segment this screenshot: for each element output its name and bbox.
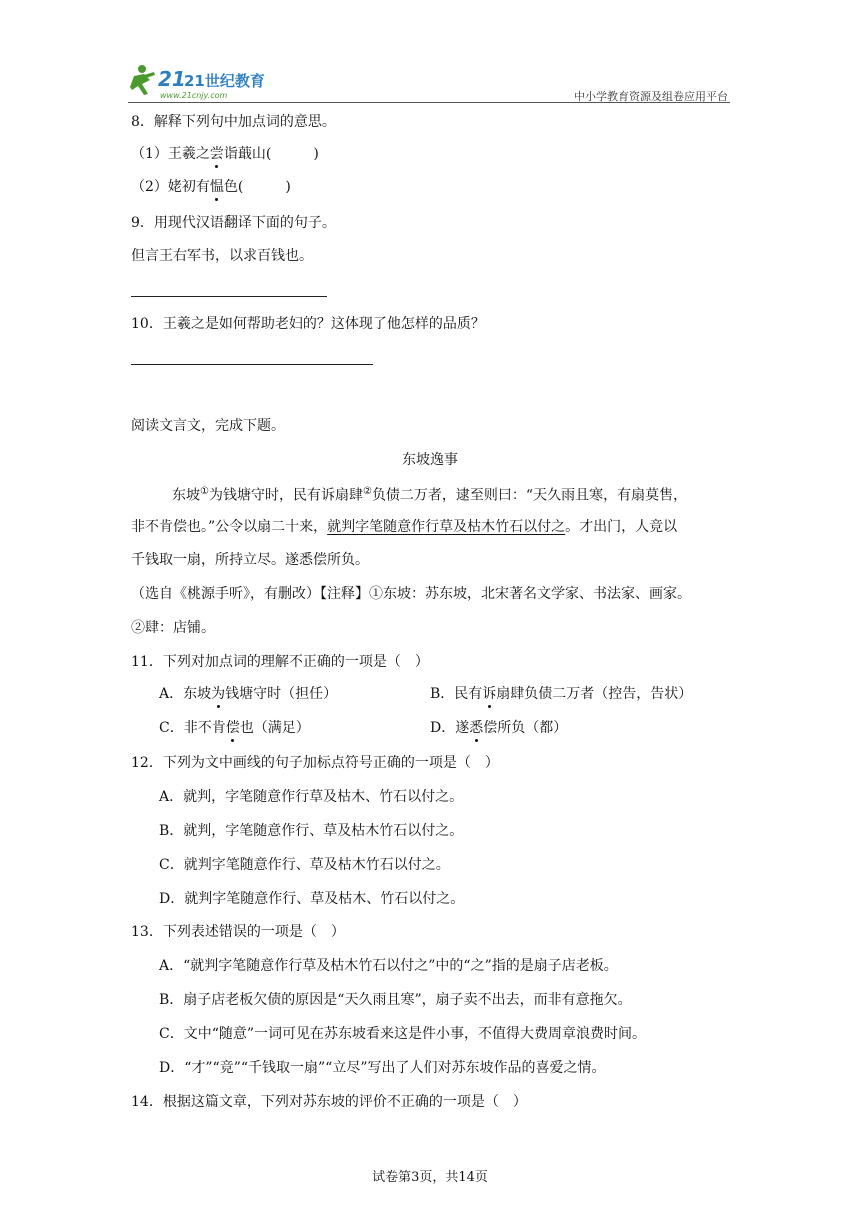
passage-text: 东坡 bbox=[172, 487, 200, 504]
q9-stem: 9．用现代汉语翻译下面的句子。 bbox=[131, 215, 336, 231]
passage-text: 为钱塘守时，民有诉扇肆 bbox=[208, 487, 363, 504]
q11-option-b[interactable] bbox=[430, 684, 692, 704]
page-header bbox=[128, 62, 730, 104]
option-text: A．东坡 bbox=[159, 686, 212, 702]
q11-stem: 11．下列对加点词的理解不正确的一项是（ ） bbox=[131, 654, 429, 670]
q8-item-1-pre: （1）王羲之 bbox=[131, 146, 210, 162]
q9-sentence: 但言王右军书，以求百钱也。 bbox=[131, 248, 313, 264]
q10-answer-line[interactable] bbox=[131, 364, 373, 365]
q12-stem: 12．下列为文中画线的句子加标点符号正确的一项是（ ） bbox=[131, 755, 499, 771]
dotted-word: 偿 bbox=[225, 720, 240, 736]
svg-text:21: 21 bbox=[158, 67, 186, 91]
q11-option-d[interactable] bbox=[430, 718, 567, 738]
q10-stem: 10．王羲之是如何帮助老妇的？这体现了他怎样的品质？ bbox=[131, 316, 485, 332]
underlined-sentence: 就判字笔随意作行草及枯木竹石以付之 bbox=[327, 519, 566, 535]
option-text: 偿所负（都） bbox=[483, 720, 568, 736]
option-text: 扇肆负债二万者（控告，告状） bbox=[496, 686, 693, 702]
reading-intro: 阅读文言文，完成下题。 bbox=[131, 418, 285, 434]
passage-title: 东坡逸事 bbox=[402, 452, 458, 468]
passage-note-1: （选自《桃源手听》，有删改）【注释】①东坡：苏东坡，北宋著名文学家、书法家、画家。 bbox=[131, 586, 691, 602]
dotted-word: 悉 bbox=[469, 720, 484, 736]
dotted-word: 为 bbox=[211, 686, 226, 702]
q12-option-a[interactable]: A．就判，字笔随意作行草及枯木、竹石以付之。 bbox=[159, 789, 464, 805]
q13-stem: 13．下列表述错误的一项是（ ） bbox=[131, 924, 345, 940]
q8-item-2-dotted: 愠 bbox=[209, 179, 224, 195]
q8-item-2-pre: （2）姥初有 bbox=[131, 179, 210, 195]
passage-line-1 bbox=[172, 482, 687, 506]
q8-item-1 bbox=[131, 144, 319, 164]
header-rule bbox=[128, 102, 730, 103]
q12-option-b[interactable]: B．就判，字笔随意作行、草及枯木竹石以付之。 bbox=[159, 823, 464, 839]
passage-line-2 bbox=[131, 517, 677, 537]
q11-option-a[interactable] bbox=[159, 684, 337, 704]
option-text: D．遂 bbox=[430, 720, 470, 736]
passage-line-3: 千钱取一扇，所持立尽。遂悉偿所负。 bbox=[131, 552, 369, 568]
q12-option-d[interactable]: D．就判字笔随意作行、草及枯木、竹石以付之。 bbox=[159, 891, 465, 907]
option-text: C．非不肯 bbox=[159, 720, 226, 736]
passage-text: 负债二万者，逮至则曰：“天久雨且寒，有扇莫售， bbox=[371, 487, 688, 504]
q8-item-1-post: 诣蕺山( ) bbox=[223, 146, 319, 162]
option-text: 钱塘守时（担任） bbox=[225, 686, 338, 702]
q13-option-d[interactable]: D．“才”“竞”“千钱取一扇”“立尽”写出了人们对苏东坡作品的喜爱之情。 bbox=[159, 1060, 606, 1076]
q8-stem: 8．解释下列句中加点词的意思。 bbox=[131, 114, 336, 130]
q14-stem: 14．根据这篇文章，下列对苏东坡的评价不正确的一项是（ ） bbox=[131, 1094, 527, 1110]
q12-option-c[interactable]: C．就判字笔随意作行、草及枯木竹石以付之。 bbox=[159, 857, 450, 873]
dotted-word: 诉 bbox=[482, 686, 497, 702]
site-logo bbox=[128, 62, 288, 102]
q8-item-1-dotted: 尝 bbox=[209, 146, 224, 162]
q9-answer-line[interactable] bbox=[131, 296, 327, 297]
q8-item-2 bbox=[131, 177, 291, 197]
platform-name: 中小学教育资源及组卷应用平台 bbox=[574, 90, 728, 103]
q13-option-b[interactable]: B．扇子店老板欠债的原因是“天久雨且寒”，扇子卖不出去，而非有意拖欠。 bbox=[159, 992, 632, 1008]
q11-option-c[interactable] bbox=[159, 718, 310, 738]
passage-text: 非不肯偿也。”公令以扇二十来， bbox=[131, 519, 328, 535]
footnote-marker-1: ① bbox=[200, 486, 209, 497]
page-footer: 试卷第3页，共14页 bbox=[372, 1170, 488, 1185]
footnote-marker-2: ② bbox=[362, 486, 372, 497]
q8-item-2-post: 色( ) bbox=[223, 179, 291, 195]
option-text: B．民有 bbox=[430, 686, 483, 702]
q13-option-a[interactable]: A．“就判字笔随意作行草及枯木竹石以付之”中的“之”指的是扇子店老板。 bbox=[159, 958, 618, 974]
passage-text: 。才出门，人竞以 bbox=[565, 519, 678, 535]
q13-option-c[interactable]: C．文中“随意”一词可见在苏东坡看来这是件小事，不值得大费周章浪费时间。 bbox=[159, 1026, 647, 1042]
logo-url-text: www.21cnjy.com bbox=[160, 91, 228, 100]
passage-note-2: ②肆：店铺。 bbox=[131, 620, 215, 636]
option-text: 也（满足） bbox=[239, 720, 310, 736]
logo-text: 21世纪教育 bbox=[184, 72, 265, 90]
